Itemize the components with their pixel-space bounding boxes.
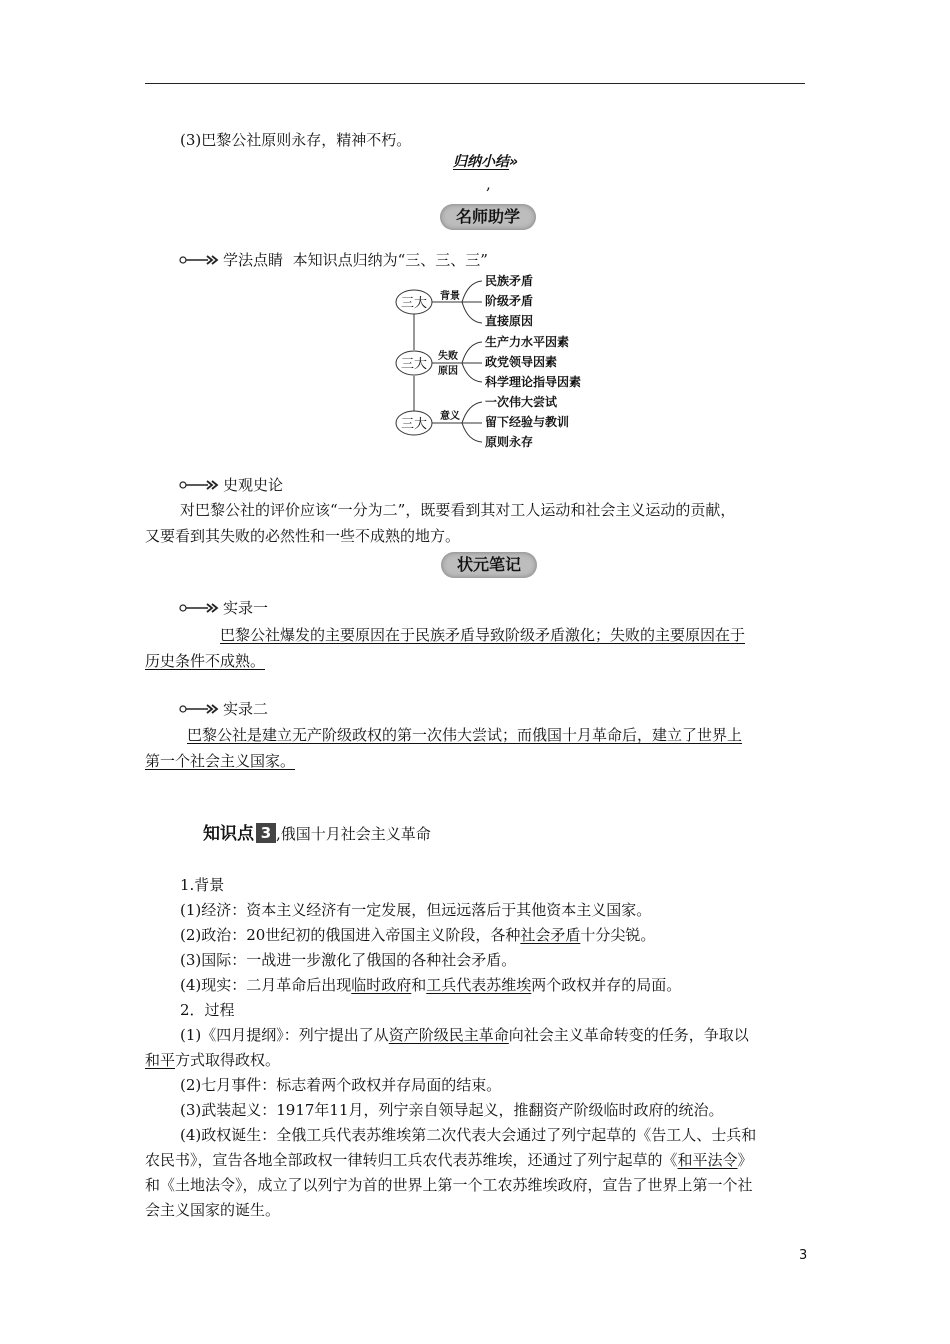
page-number: 3 bbox=[799, 1248, 808, 1263]
badge-teacher-help: 名师助学 bbox=[440, 204, 536, 230]
tip-study-method: 学法点睛 本知识点归纳为“三、三、三” bbox=[223, 251, 488, 269]
record-1-line1: 巴黎公社爆发的主要原因在于民族矛盾导致阶级矛盾激化；失败的主要原因在于 bbox=[220, 626, 746, 644]
process-july-events: (2)七月事件：标志着两个政权并存局面的结束。 bbox=[180, 1076, 502, 1094]
diagram-head-3: 三大 bbox=[400, 417, 428, 432]
diagram-label-1: 背景 bbox=[440, 291, 460, 302]
diagram-item: 科学理论指导因素 bbox=[485, 375, 582, 389]
bullet-arrow-icon bbox=[178, 702, 220, 716]
diagram-item: 留下经验与教训 bbox=[485, 415, 570, 429]
record-2-line1: 巴黎公社是建立无产阶级政权的第一次伟大尝试；而俄国十月革命后，建立了世界上 bbox=[187, 726, 743, 744]
bullet-arrow-icon bbox=[178, 253, 220, 267]
diagram-label-3: 意义 bbox=[440, 411, 460, 422]
summary-heading: 归纳小结» bbox=[453, 154, 519, 170]
diagram-head-2: 三大 bbox=[400, 357, 428, 372]
bg-reality: (4)现实：二月革命后出现临时政府和工兵代表苏维埃两个政权并存的局面。 bbox=[180, 976, 682, 994]
bg-economy: (1)经济：资本主义经济有一定发展，但远远落后于其他资本主义国家。 bbox=[180, 901, 652, 919]
diagram-head-1: 三大 bbox=[400, 296, 428, 311]
diagram-item: 民族矛盾 bbox=[485, 274, 534, 288]
process-birth-line4: 会主义国家的诞生。 bbox=[145, 1201, 281, 1219]
process-april-theses-cont: 和平方式取得政权。 bbox=[145, 1051, 281, 1069]
bullet-arrow-icon bbox=[178, 601, 220, 615]
header-rule bbox=[145, 83, 805, 84]
diagram-item: 直接原因 bbox=[485, 314, 534, 328]
process-uprising: (3)武装起义：1917年11月，列宁亲自领导起义，推翻资产阶级临时政府的统治。 bbox=[180, 1101, 724, 1119]
record-1-label: 实录一 bbox=[223, 599, 269, 617]
diagram-label-2a: 失败 bbox=[438, 351, 458, 362]
bg-international: (3)国际：一战进一步激化了俄国的各种社会矛盾。 bbox=[180, 951, 517, 969]
record-2-line2: 第一个社会主义国家。 bbox=[145, 752, 296, 770]
bg-politics: (2)政治：20世纪初的俄国进入帝国主义阶段，各种社会矛盾十分尖锐。 bbox=[180, 926, 656, 944]
diagram-item: 一次伟大尝试 bbox=[485, 395, 558, 409]
knowledge-point-title: ,俄国十月社会主义革命 bbox=[276, 825, 431, 843]
record-2-label: 实录二 bbox=[223, 700, 269, 718]
process-birth-line3: 和《土地法令》，成立了以列宁为首的世界上第一个工农苏维埃政府，宣告了世界上第一个社 bbox=[145, 1176, 753, 1194]
diagram-item: 政党领导因素 bbox=[485, 355, 558, 369]
view-text-line1: 对巴黎公社的评价应该“一分为二”，既要看到其对工人运动和社会主义运动的贡献， bbox=[180, 501, 736, 519]
process-birth-line2: 农民书》，宣告各地全部政权一律转归工兵农代表苏维埃，还通过了列宁起草的《和平法令》 bbox=[145, 1151, 753, 1169]
diagram-item: 阶级矛盾 bbox=[485, 294, 534, 308]
diagram-label-2b: 原因 bbox=[438, 366, 458, 377]
section-background: 1.背景 bbox=[180, 876, 225, 894]
conclusion-line: (3)巴黎公社原则永存，精神不朽。 bbox=[180, 131, 412, 149]
process-april-theses: (1)《四月提纲》：列宁提出了从资产阶级民主革命向社会主义革命转变的任务，争取以 bbox=[180, 1026, 749, 1044]
view-text-line2: 又要看到其失败的必然性和一些不成熟的地方。 bbox=[145, 527, 461, 545]
tip-historical-view: 史观史论 bbox=[223, 476, 284, 494]
record-1-line2: 历史条件不成熟。 bbox=[145, 652, 266, 670]
diagram-item: 生产力水平因素 bbox=[485, 335, 570, 349]
badge-top-notes: 状元笔记 bbox=[441, 552, 537, 578]
process-birth-line1: (4)政权诞生：全俄工兵代表苏维埃第二次代表大会通过了列宁起草的《告工人、士兵和 bbox=[180, 1126, 757, 1144]
knowledge-point-heading: 知识点 3 ,俄国十月社会主义革命 bbox=[203, 824, 431, 844]
bullet-arrow-icon bbox=[178, 478, 220, 492]
summary-diagram bbox=[390, 268, 600, 458]
stray-comma: , bbox=[486, 175, 491, 193]
knowledge-point-number: 3 bbox=[256, 823, 276, 843]
diagram-item: 原则永存 bbox=[485, 435, 534, 449]
section-process: 2．过程 bbox=[180, 1001, 235, 1019]
